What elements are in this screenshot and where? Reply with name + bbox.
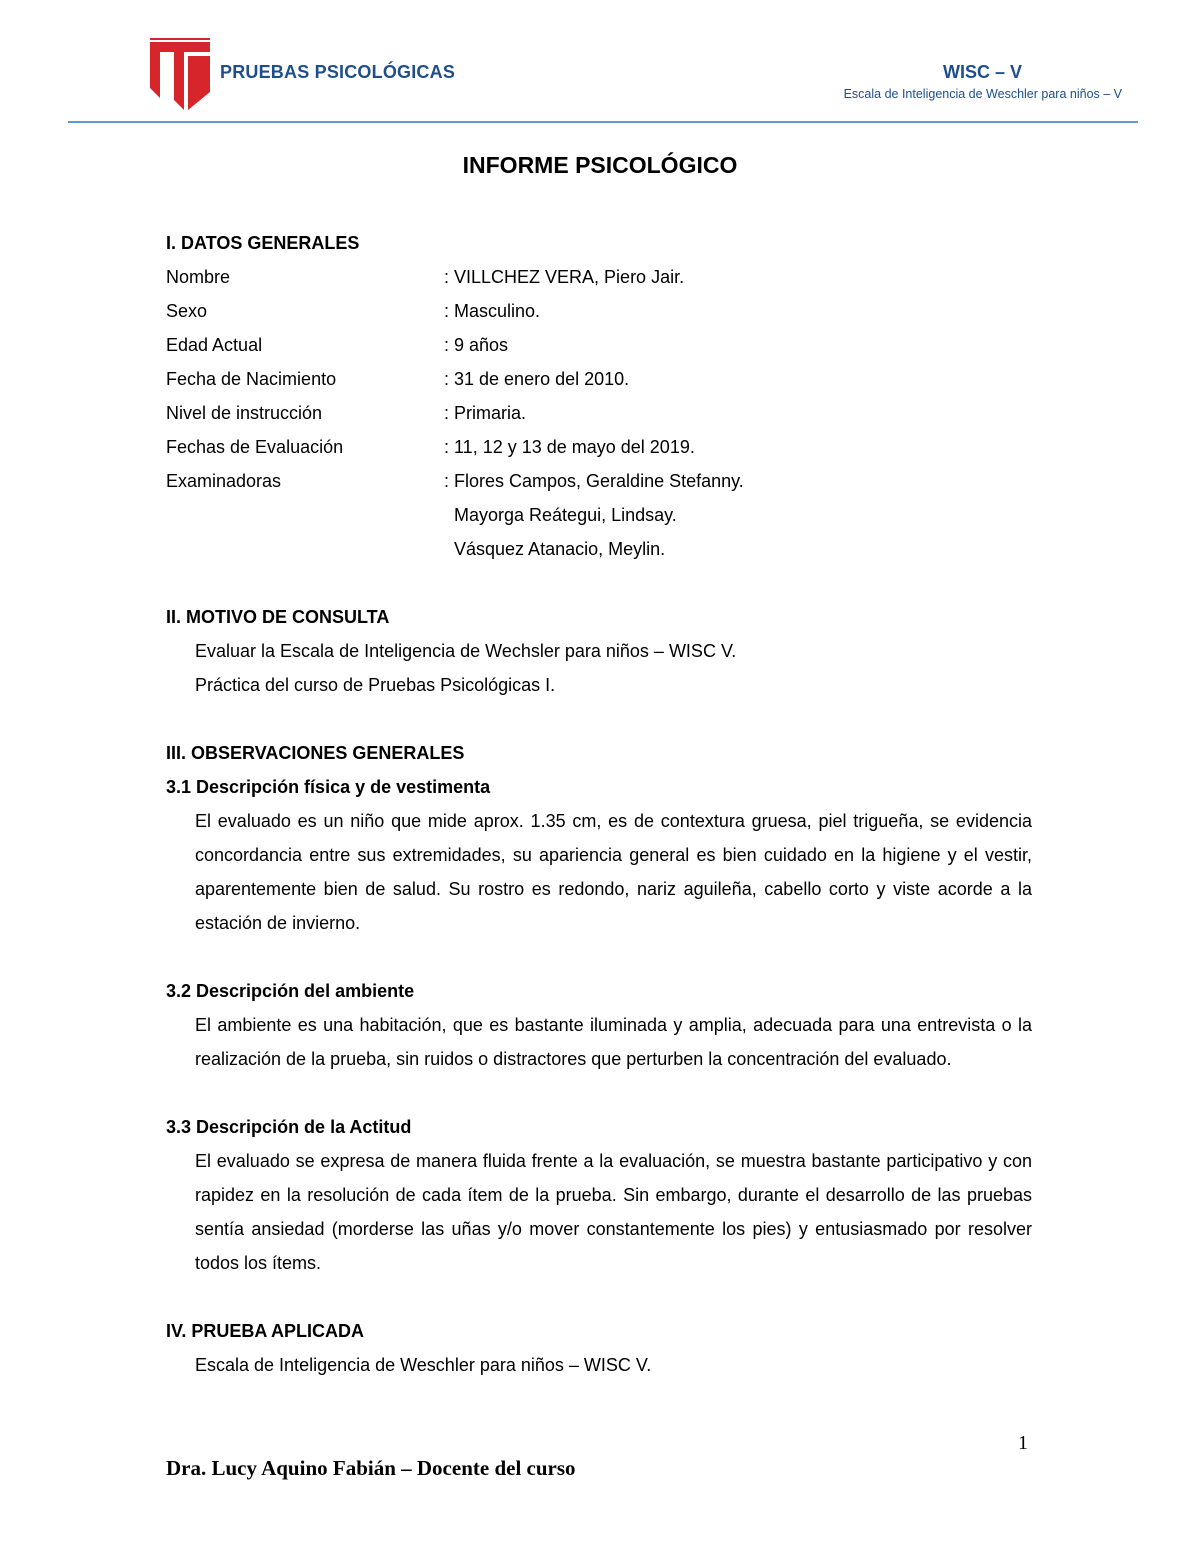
document-body [166, 226, 1032, 1382]
subsection-heading: 3.2 Descripción del ambiente [166, 981, 415, 1001]
data-row [166, 294, 1032, 328]
data-row [166, 430, 1032, 464]
row-value: : Primaria. [444, 403, 527, 423]
brand-name: PRUEBAS PSICOLÓGICAS [220, 62, 456, 82]
motivo-line: Evaluar la Escala de Inteligencia de Wechsler para niños – WISC V. [195, 641, 737, 661]
page-header [0, 0, 1200, 130]
subsection-paragraph: El evaluado se expresa de manera fluida frente a la evaluación, se muestra bastante participativo y con rapidez en la resolución de cada ítem de la prueba. Sin embargo, durante el desarrollo de las pruebas sentía ansiedad (morderse las uñas y/o mover constantemente los pies) y entusiasmado por resolver todos los ítems. [195, 1151, 1032, 1273]
section-heading-observaciones: III. OBSERVACIONES GENERALES [166, 743, 465, 763]
university-logo [148, 38, 212, 112]
row-label: Nombre [166, 267, 231, 287]
header-subtitle: Escala de Inteligencia de Weschler para niños – V [843, 87, 1122, 101]
data-row [166, 396, 1032, 430]
row-label: Nivel de instrucción [166, 403, 323, 423]
section-heading-prueba: IV. PRUEBA APLICADA [166, 1321, 365, 1341]
page-number: 1 [1018, 1432, 1028, 1454]
row-value: : Flores Campos, Geraldine Stefanny. [444, 471, 744, 491]
section-heading-motivo: II. MOTIVO DE CONSULTA [166, 607, 390, 627]
row-label: Examinadoras [166, 471, 282, 491]
row-value: : 9 años [444, 335, 509, 355]
row-label: Edad Actual [166, 335, 263, 355]
row-value: : 11, 12 y 13 de mayo del 2019. [444, 437, 695, 457]
prueba-text: Escala de Inteligencia de Weschler para niños – WISC V. [195, 1355, 652, 1375]
data-row [166, 260, 1032, 294]
motivo-line: Práctica del curso de Pruebas Psicológicas I. [195, 675, 556, 695]
header-right [844, 62, 1122, 101]
header-title: WISC – V [942, 62, 1022, 82]
examiner-continuation: Vásquez Atanacio, Meylin. [454, 539, 666, 559]
row-label: Fechas de Evaluación [166, 437, 344, 457]
row-value: : VILLCHEZ VERA, Piero Jair. [444, 267, 685, 287]
row-value: : Masculino. [444, 301, 541, 321]
section-heading-datos: I. DATOS GENERALES [166, 233, 360, 253]
data-row [166, 464, 1032, 498]
row-label: Sexo [166, 301, 208, 321]
subsection-paragraph: El evaluado es un niño que mide aprox. 1.35 cm, es de contextura gruesa, piel trigueña, se evidencia concordancia entre sus extremidades, su apariencia general es bien cuidado en la higiene y el vestir, aparentemente bien de salud. Su rostro es redondo, nariz aguileña, cabello corto y viste acorde a la estación de invierno. [195, 811, 1032, 933]
page-footer: Dra. Lucy Aquino Fabián – Docente del curso [166, 1456, 576, 1480]
subsection-heading: 3.3 Descripción de la Actitud [166, 1117, 412, 1137]
subsection-paragraph: El ambiente es una habitación, que es bastante iluminada y amplia, adecuada para una entrevista o la realización de la prueba, sin ruidos o distractores que perturben la concentración del evaluado. [195, 1015, 1032, 1069]
row-value: : 31 de enero del 2010. [444, 369, 630, 389]
data-row [166, 328, 1032, 362]
row-label: Fecha de Nacimiento [166, 369, 337, 389]
data-row [166, 362, 1032, 396]
document-title: INFORME PSICOLÓGICO [462, 152, 738, 178]
header-rule [68, 121, 1138, 123]
examiner-continuation: Mayorga Reátegui, Lindsay. [454, 505, 677, 525]
subsection-heading: 3.1 Descripción física y de vestimenta [166, 777, 491, 797]
